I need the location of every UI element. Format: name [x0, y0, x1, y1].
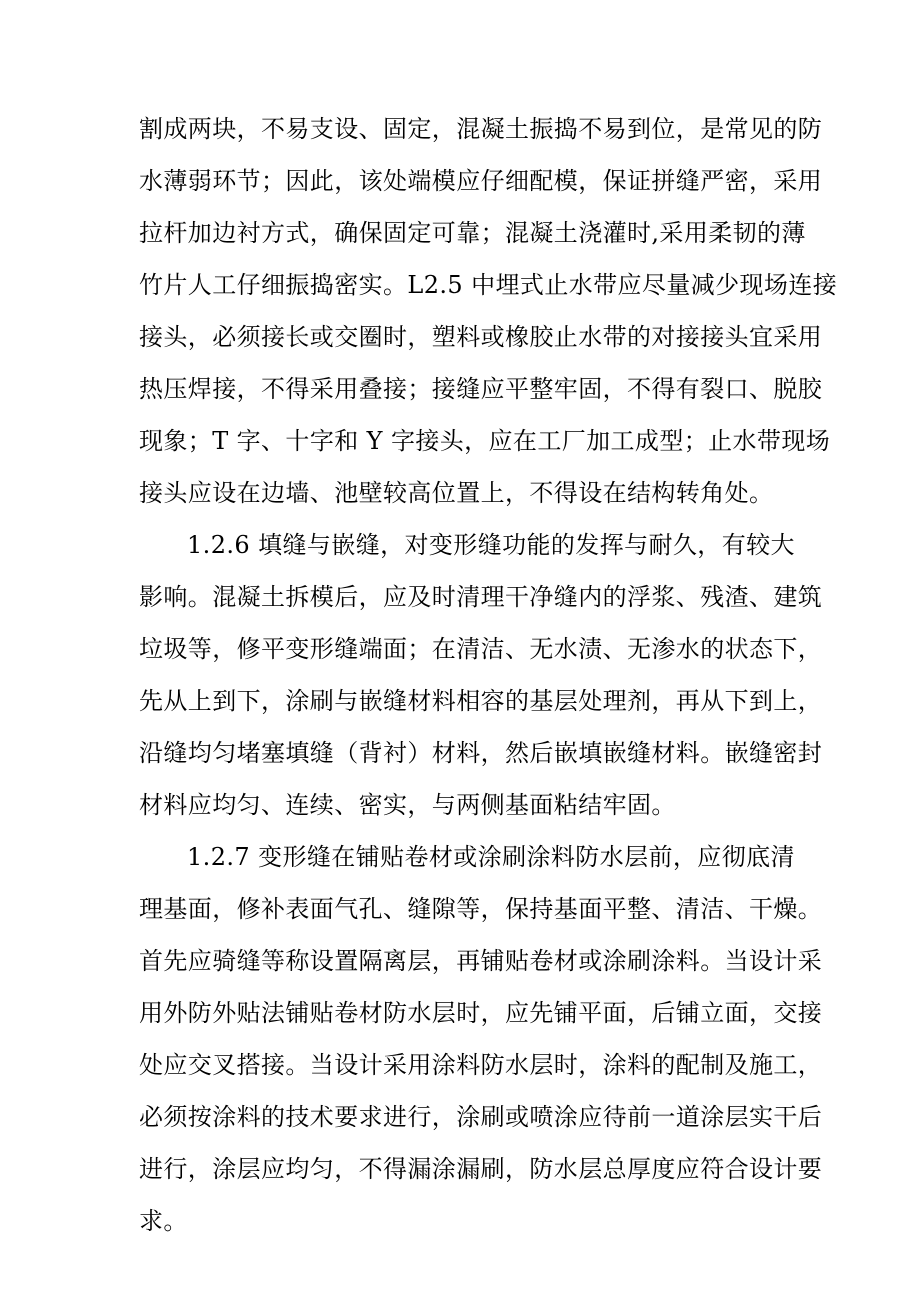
section-heading-line: 1.2.6 填缝与嵌缝，对变形缝功能的发挥与耐久，有较大 — [187, 531, 795, 559]
text-line: 割成两块，不易支设、固定，混凝土振捣不易到位，是常见的防 — [139, 115, 823, 143]
text-line: 先从上到下，涂刷与嵌缝材料相容的基层处理剂，再从下到上， — [139, 687, 823, 715]
text-line: 求。 — [139, 1207, 188, 1235]
text-line: 沿缝均匀堵塞填缝（背衬）材料，然后嵌填嵌缝材料。嵌缝密封 — [139, 739, 823, 767]
text-line: 首先应骑缝等称设置隔离层，再铺贴卷材或涂刷涂料。当设计采 — [139, 947, 823, 975]
text-line: 影响。混凝土拆模后，应及时清理干净缝内的浮浆、残渣、建筑 — [139, 583, 823, 611]
text-line: 拉杆加边衬方式，确保固定可靠；混凝土浇灌时,采用柔韧的薄 — [139, 219, 806, 247]
text-line: 水薄弱环节；因此，该处端模应仔细配模，保证拼缝严密，采用 — [139, 167, 823, 195]
text-line: 热压焊接，不得采用叠接；接缝应平整牢固，不得有裂口、脱胶 — [139, 375, 823, 403]
text-line: 用外防外贴法铺贴卷材防水层时，应先铺平面，后铺立面，交接 — [139, 999, 823, 1027]
text-line: 接头应设在边墙、池壁较高位置上，不得设在结构转角处。 — [139, 479, 774, 507]
text-line: 理基面，修补表面气孔、缝隙等，保持基面平整、清洁、干燥。 — [139, 895, 823, 923]
text-line: 处应交叉搭接。当设计采用涂料防水层时，涂料的配制及施工， — [139, 1051, 823, 1079]
text-line: 接头，必须接长或交圈时，塑料或橡胶止水带的对接接头宜采用 — [139, 323, 823, 351]
text-line: 垃圾等，修平变形缝端面；在清洁、无水渍、无渗水的状态下， — [139, 635, 823, 663]
text-line: 材料应均匀、连续、密实，与两侧基面粘结牢固。 — [139, 791, 676, 819]
text-line: 现象；T 字、十字和 Y 字接头，应在工厂加工成型；止水带现场 — [139, 427, 831, 455]
section-heading-line: 1.2.7 变形缝在铺贴卷材或涂刷涂料防水层前，应彻底清 — [187, 843, 795, 871]
text-line: 进行，涂层应均匀，不得漏涂漏刷，防水层总厚度应符合设计要 — [139, 1155, 823, 1183]
text-line: 必须按涂料的技术要求进行，涂刷或喷涂应待前一道涂层实干后 — [139, 1103, 823, 1131]
text-line: 竹片人工仔细振捣密实。L2.5 中埋式止水带应尽量减少现场连接 — [139, 271, 838, 299]
